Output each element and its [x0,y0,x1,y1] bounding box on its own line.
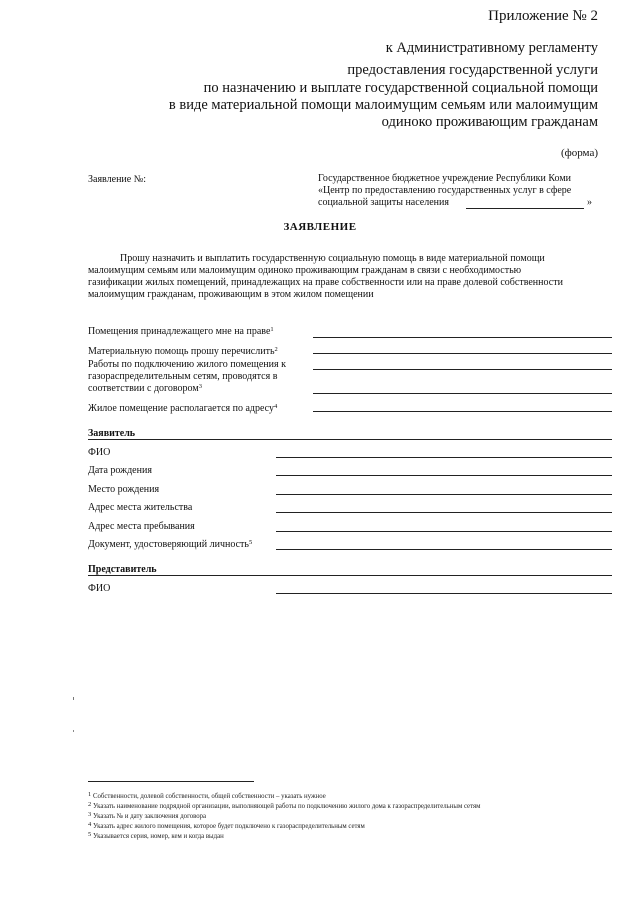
residence-address-label: Адрес места жительства [88,502,193,513]
appendix-number: Приложение № 2 [488,8,598,24]
transfer-field[interactable] [313,341,612,354]
stay-address-field[interactable] [276,519,612,532]
footnote-separator [88,781,254,782]
header-line-service: предоставления государственной услуги [347,62,598,78]
scan-mark [73,697,74,700]
footnote-ref-5: 5 [248,539,253,546]
intro-line-1: Прошу назначить и выплатить государственную социальную помощь в виде материальной помощи [120,253,545,264]
representative-fio-field[interactable] [276,581,612,594]
birth-date-field[interactable] [276,463,612,476]
form-label: (форма) [560,147,598,159]
id-document-label: Документ, удостоверяющий личность$^5$ [88,539,253,550]
representative-divider [88,575,612,576]
address-field[interactable] [313,399,612,412]
intro-line-4: малоимущим гражданам, проживающим в этом жилом помещении [88,289,374,300]
header-line-citizens: одиноко проживающим гражданам [381,114,598,130]
footnote-ref-1: 1 [270,326,274,333]
ownership-field[interactable] [313,325,612,338]
footnote-5: $^5$ Указывается серия, номер, кем и когда выдан [88,831,224,840]
applicant-heading: Заявитель [88,428,136,439]
header-line-regulation: к Административному регламенту [385,40,598,56]
scan-mark [73,730,74,732]
stay-address-label: Адрес места пребывания [88,521,195,532]
footnote-3: $^3$ Указать № и дату заключения договора [88,811,207,820]
recipient-line-2: «Центр по предоставлению государственных услуг в сфере [318,185,572,196]
footnote-4: $^4$ Указать адрес жилого помещения, которое будет подключено к газораспределительным сетям [88,821,365,830]
birth-place-label: Место рождения [88,484,160,495]
footnote-ref-4: 4 [273,403,278,410]
residence-address-field[interactable] [276,500,612,513]
footnote-2: $^2$ Указать наименование подрядной организации, выполняющей работы по подключению жилого дома к газораспределительным сетям [88,801,481,810]
applicant-fio-field[interactable] [276,445,612,458]
footnote-ref-2: 2 [274,346,278,353]
works-label-1: Работы по подключению жилого помещения к [88,359,286,370]
applicant-divider [88,439,612,440]
works-label-3: соответствии с договором$^3$ [88,383,202,394]
birth-date-label: Дата рождения [88,465,152,476]
transfer-label: Материальную помощь прошу перечислить$^2$ [88,346,278,357]
contract-field[interactable] [313,381,612,394]
header-line-payment: по назначению и выплате государственной социальной помощи [203,80,598,96]
application-number-label: Заявление №: [88,174,147,185]
transfer-field-2[interactable] [313,357,612,370]
works-label-2: газораспределительным сетям, проводятся в [88,371,278,382]
recipient-line-1: Государственное бюджетное учреждение Республики Коми [318,173,572,184]
representative-fio-label: ФИО [88,583,111,594]
address-label: Жилое помещение располагается по адресу$^4$ [88,403,278,414]
applicant-fio-label: ФИО [88,447,111,458]
birth-place-field[interactable] [276,482,612,495]
id-document-field[interactable] [276,537,612,550]
intro-line-2: малоимущим семьям или малоимущим одиноко проживающим гражданам в связи с необходимостью [88,265,522,276]
recipient-line-3: социальной защиты населения [318,197,449,208]
intro-line-3: газификации жилых помещений, принадлежащих на праве собственности или на праве долевой собственности [88,277,563,288]
recipient-line-3-end: » [587,197,592,208]
header-line-aid: в виде материальной помощи малоимущим семьям или малоимущим [168,97,598,113]
document-title: ЗАЯВЛЕНИЕ [283,221,357,233]
ownership-label: Помещения принадлежащего мне на праве$^1$ [88,326,274,337]
footnote-1: $^1$ Собственности, долевой собственности, общей собственности – указать нужное [88,791,326,800]
representative-heading: Представитель [88,564,157,575]
footnote-ref-3: 3 [198,383,202,390]
recipient-branch-field[interactable] [466,196,584,209]
